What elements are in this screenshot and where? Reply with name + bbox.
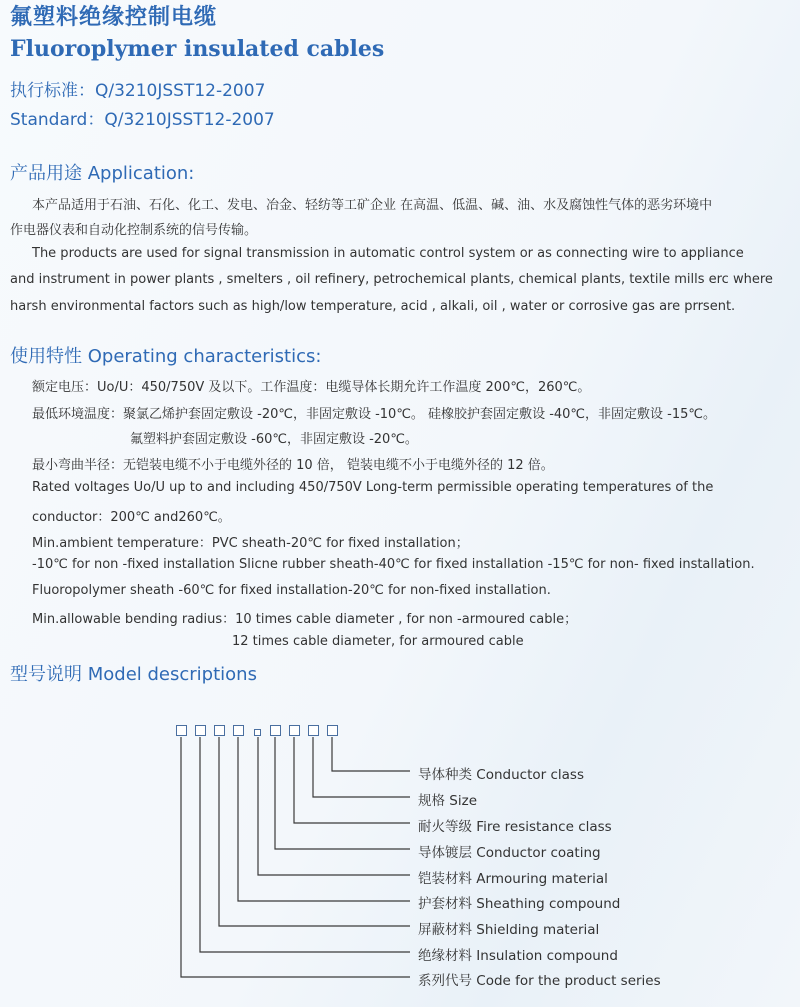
title-english: Fluoroplymer insulated cables [10,36,385,62]
model-heading: 型号说明 Model descriptions [10,664,257,685]
operating-line: 额定电压：Uo/U：450/750V 及以下。工作温度：电缆导体长期允许工作温度 200℃，260℃。 [32,380,591,395]
operating-line: 12 times cable diameter, for armoured cable [232,634,524,649]
model-label-sheathing: 护套材料 Sheathing compound [418,896,621,912]
operating-line: 最低环境温度：聚氯乙烯护套固定敷设 -20℃，非固定敷设 -10℃。 硅橡胶护套固定敷设 -40℃，非固定敷设 -15℃。 [32,407,716,422]
operating-line: -10℃ for non -fixed installation Slicne rubber sheath-40℃ for fixed installation -15℃ for non- fixed installation. [32,557,755,572]
operating-line: conductor：200℃ and260℃。 [32,510,231,525]
model-label-size: 规格 Size [418,793,478,809]
application-cn-line2: 作电器仪表和自动化控制系统的信号传输。 [10,223,258,238]
application-cn-line1: 本产品适用于石油、石化、化工、发电、冶金、轻纺等工矿企业 在高温、低温、碱、油、水及腐蚀性气体的恶劣环境中 [32,198,713,213]
operating-line: 最小弯曲半径：无铠装电缆不小于电缆外径的 10 倍， 铠装电缆不小于电缆外径的 12 倍。 [32,458,554,473]
operating-line: Min.ambient temperature：PVC sheath-20℃ for fixed installation； [32,536,469,551]
application-en-line3: harsh environmental factors such as high/low temperature, acid , alkali, oil , water or corrosive gas are prrsent. [10,299,736,314]
model-label-fire: 耐火等级 Fire resistance class [418,819,612,835]
model-label-series: 系列代号 Code for the product series [418,973,661,989]
model-label-insulation: 绝缘材料 Insulation compound [418,948,618,964]
operating-line: Fluoropolymer sheath -60℃ for fixed installation-20℃ for non-fixed installation. [32,583,551,598]
model-label-armouring: 铠装材料 Armouring material [418,871,608,887]
model-label-shielding: 屏蔽材料 Shielding material [418,922,600,938]
application-en-line2: and instrument in power plants , smelters , oil refinery, petrochemical plants, chemical plants, textile mills erc where [10,272,773,287]
operating-line: Rated voltages Uo/U up to and including 450/750V Long-term permissible operating temperatures of the [32,480,714,495]
operating-line: Min.allowable bending radius：10 times cable diameter , for non -armoured cable； [32,612,578,627]
application-heading: 产品用途 Application: [10,163,195,184]
application-en-line1: The products are used for signal transmission in automatic control system or as connecting wire to appliance [32,246,744,261]
model-label-coating: 导体镀层 Conductor coating [418,845,601,861]
standard-english: Standard：Q/3210JSST12-2007 [10,110,275,130]
standard-chinese: 执行标准：Q/3210JSST12-2007 [10,81,266,101]
operating-line: 氟塑料护套固定敷设 -60℃，非固定敷设 -20℃。 [130,432,418,447]
model-label-conductor: 导体种类 Conductor class [418,767,584,783]
operating-heading: 使用特性 Operating characteristics: [10,346,322,367]
title-chinese: 氟塑料绝缘控制电缆 [10,4,218,30]
